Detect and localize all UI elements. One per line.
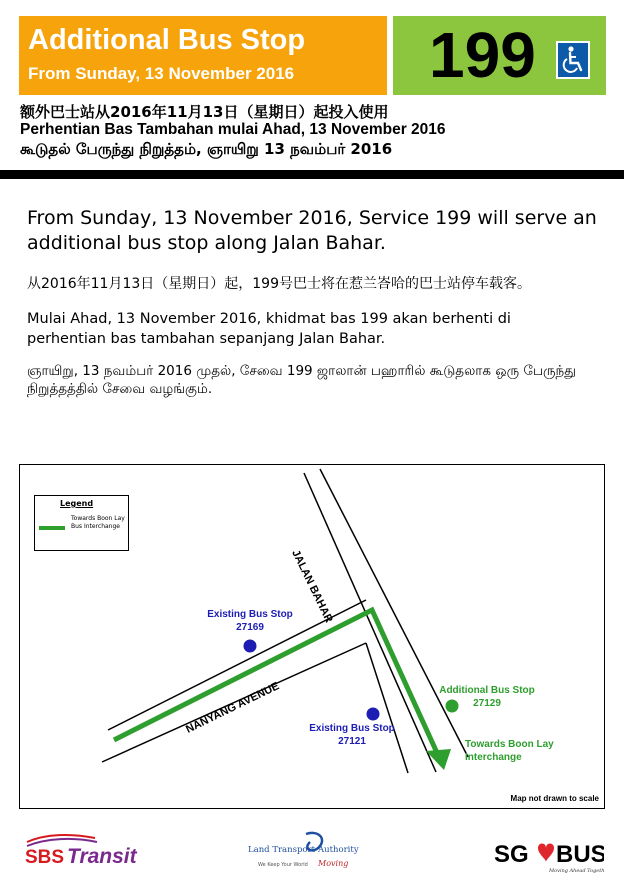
subtitle-malay: Perhentian Bas Tambahan mulai Ahad, 13 November 2016	[20, 121, 446, 138]
existing-stop-27169-marker	[244, 640, 257, 653]
route-panel	[393, 16, 606, 95]
map-legend	[34, 495, 129, 551]
svg-text:Moving Ahead Together: Moving Ahead Together	[549, 868, 604, 874]
additional-stop-27129-label: Additional Bus Stop 27129	[439, 685, 535, 709]
body-chinese: 从2016年11月13日（星期日）起，199号巴士将在惹兰峇哈的巴士站停车载客。	[27, 276, 531, 292]
route-map	[19, 464, 605, 809]
notice-title: Additional Bus Stop	[28, 24, 306, 56]
existing-stop-27121-label: Existing Bus Stop 27121	[309, 723, 395, 747]
legend-route-label: Towards Boon Lay Bus Interchange	[71, 515, 125, 530]
scale-note: Map not drawn to scale	[510, 794, 599, 803]
svg-text:SBS: SBS	[25, 847, 65, 868]
svg-text:Moving: Moving	[318, 859, 349, 868]
svg-text:Authority: Authority	[318, 845, 359, 855]
road-label-nanyang-avenue: NANYANG AVENUE	[184, 680, 282, 736]
wheelchair-icon	[556, 41, 590, 79]
legend-route-swatch	[39, 526, 65, 530]
notice-header	[19, 16, 387, 95]
notice-date: From Sunday, 13 November 2016	[28, 64, 295, 83]
subtitle-chinese: 额外巴士站从2016年11月13日（星期日）起投入使用	[20, 103, 389, 121]
legend-title: Legend	[60, 499, 94, 508]
existing-stop-27121-marker	[367, 708, 380, 721]
lta-logo	[248, 828, 368, 872]
header-divider	[0, 170, 624, 179]
sbs-transit-logo	[25, 830, 165, 870]
svg-text:BUS: BUS	[556, 841, 604, 868]
subtitle-tamil: கூடுதல் பேருந்து நிறுத்தம், ஞாயிறு 13 நவம்பர் 2016	[20, 140, 393, 158]
sgbus-logo	[494, 834, 604, 874]
svg-text:Land Transport: Land Transport	[248, 845, 316, 855]
body-malay: Mulai Ahad, 13 November 2016, khidmat bas 199 akan berhenti di perhentian bas tambahan sepanjang Jalan Bahar.	[27, 311, 511, 347]
body-english: From Sunday, 13 November 2016, Service 199 will serve an additional bus stop along Jalan Bahar.	[27, 207, 597, 254]
body-tamil: ஞாயிறு, 13 நவம்பர் 2016 முதல், சேவை 199 ஜாலான் பஹாரில் கூடுதலாக ஒரு பேருந்து நிறுத்தத்தில் சேவை வழங்கும்.	[27, 363, 576, 397]
existing-stop-27169-label: Existing Bus Stop 27169	[207, 609, 293, 633]
svg-text:Transit: Transit	[67, 845, 137, 868]
svg-text:We Keep Your World: We Keep Your World	[258, 862, 308, 868]
direction-label: Towards Boon Lay Interchange	[465, 739, 554, 763]
route-number: 199	[429, 19, 536, 91]
svg-text:SG: SG	[494, 841, 529, 868]
road-label-jalan-bahar: JALAN BAHAR	[289, 548, 335, 625]
